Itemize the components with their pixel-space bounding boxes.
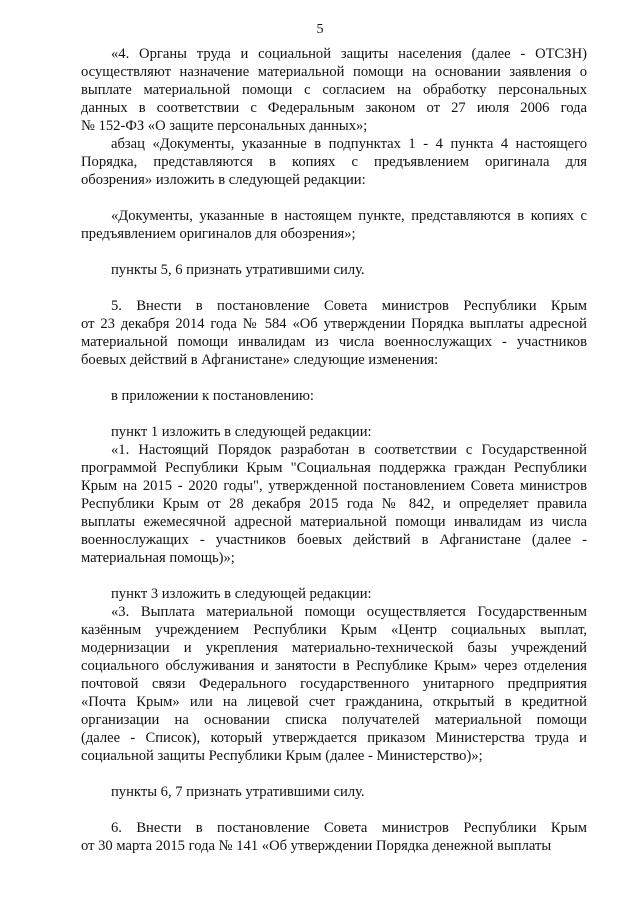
- text-line: пункт 3 изложить в следующей редакции:: [111, 586, 372, 602]
- text-line: пункт 1 изложить в следующей редакции:: [111, 424, 372, 440]
- text-line: данных в соответствии с Федеральным законом от 27 июля 2006 года: [81, 100, 587, 116]
- text-line: пункты 6, 7 признать утратившими силу.: [111, 784, 365, 800]
- text-line: выплаты ежемесячной адресной материальной помощи инвалидам из числа: [81, 514, 587, 530]
- text-line: материальной помощи инвалидам из числа военнослужащих - участников: [81, 334, 587, 350]
- text-line: № 152-ФЗ «О защите персональных данных»;: [81, 118, 368, 134]
- text-line: (далее - Список), который утверждается приказом Министерства труда и: [81, 730, 587, 746]
- paragraph-abzac: [81, 135, 587, 189]
- text-line: абзац «Документы, указанные в подпунктах 1 - 4 пункта 4 настоящего: [111, 136, 587, 152]
- paragraph-point-1-text: [81, 441, 587, 567]
- text-line: от 30 марта 2015 года № 141 «Об утверждении Порядка денежной выплаты: [81, 838, 552, 854]
- paragraph-gap: [81, 765, 587, 783]
- paragraph-gap: [81, 405, 587, 423]
- text-line: выплате материальной помощи с согласием на обработку персональных: [81, 82, 587, 98]
- text-line: «Документы, указанные в настоящем пункте, представляются в копиях с: [111, 208, 587, 224]
- text-line: организации на основании списка получателей материальной помощи: [81, 712, 587, 728]
- text-line: «4. Органы труда и социальной защиты населения (далее - ОТСЗН): [111, 46, 587, 62]
- paragraph-repeal-5-6: [81, 261, 587, 279]
- text-line: Порядка, представляются в копиях с предъявлением оригинала для: [81, 154, 587, 170]
- paragraph-point-3-text: [81, 603, 587, 765]
- paragraph-quote-documents: [81, 207, 587, 243]
- paragraph-annex: [81, 387, 587, 405]
- text-line: предъявлением оригиналов для обозрения»;: [81, 226, 356, 242]
- paragraph-gap: [81, 567, 587, 585]
- text-line: «1. Настоящий Порядок разработан в соответствии с Государственной: [111, 442, 587, 458]
- text-line: пункты 5, 6 признать утратившими силу.: [111, 262, 365, 278]
- text-line: 5. Внести в постановление Совета министров Республики Крым: [111, 298, 587, 314]
- paragraph-point-1-intro: [81, 423, 587, 441]
- text-line: модернизации и укрепления материально-технической базы учреждений: [81, 640, 587, 656]
- text-line: от 23 декабря 2014 года № 584 «Об утверждении Порядка выплаты адресной: [81, 316, 587, 332]
- text-line: казённым учреждением Республики Крым «Центр социальных выплат,: [81, 622, 587, 638]
- text-line: социального обслуживания и занятости в Республике Крым» через отделения: [81, 658, 587, 674]
- text-line: Республики Крым от 28 декабря 2015 года № 842, и определяет правила: [81, 496, 587, 512]
- document-body: [81, 45, 587, 855]
- paragraph-point-3-intro: [81, 585, 587, 603]
- text-line: материальная помощь)»;: [81, 550, 235, 566]
- paragraph-gap: [81, 279, 587, 297]
- paragraph-ordinal-4: [81, 45, 587, 135]
- text-line: «3. Выплата материальной помощи осуществляется Государственным: [111, 604, 587, 620]
- text-line: военнослужащих - участников боевых действий в Афганистане (далее -: [81, 532, 587, 548]
- text-line: боевых действий в Афганистане» следующие изменения:: [81, 352, 439, 368]
- text-line: «Почта Крым» или на лицевой счет гражданина, открытый в кредитной: [81, 694, 587, 710]
- text-line: социальной защиты Республики Крым (далее - Министерство)»;: [81, 748, 483, 764]
- paragraph-gap: [81, 189, 587, 207]
- text-line: 6. Внести в постановление Совета министров Республики Крым: [111, 820, 587, 836]
- text-line: в приложении к постановлению:: [111, 388, 314, 404]
- text-line: Крым на 2015 - 2020 годы", утвержденной постановлением Совета министров: [81, 478, 587, 494]
- paragraph-item-6: [81, 819, 587, 855]
- paragraph-gap: [81, 801, 587, 819]
- text-line: осуществляют назначение материальной помощи на основании заявления о: [81, 64, 587, 80]
- paragraph-repeal-6-7: [81, 783, 587, 801]
- paragraph-item-5: [81, 297, 587, 369]
- text-line: обозрения» изложить в следующей редакции:: [81, 172, 366, 188]
- text-line: программой Республики Крым "Социальная поддержка граждан Республики: [81, 460, 587, 476]
- page-number: 5: [316, 22, 324, 37]
- paragraph-gap: [81, 369, 587, 387]
- text-line: почтовой связи Федерального государственного унитарного предприятия: [81, 676, 587, 692]
- paragraph-gap: [81, 243, 587, 261]
